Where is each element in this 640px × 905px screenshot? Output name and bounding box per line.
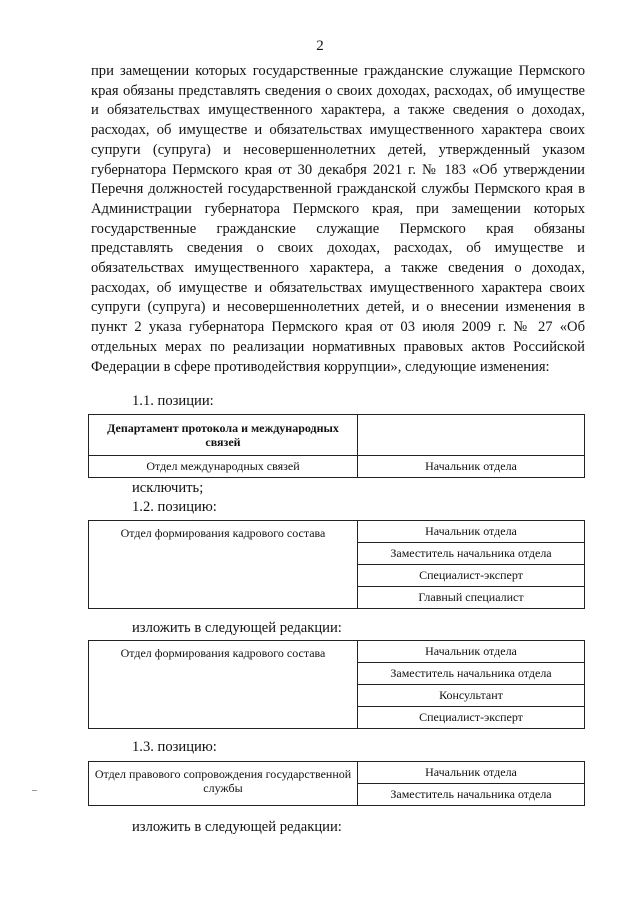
- table-row: [89, 641, 585, 663]
- page-number: 2: [316, 38, 324, 54]
- department-cell: Департамент протокола и международных связей: [89, 415, 358, 456]
- unit-cell: Отдел правового сопровождения государственной службы: [89, 762, 358, 806]
- position-cell: Главный специалист: [358, 587, 585, 609]
- position-cell: Заместитель начальника отдела: [358, 784, 585, 806]
- table-positions-3: [88, 640, 585, 729]
- table-row: [89, 521, 585, 543]
- position-cell: Заместитель начальника отдела: [358, 543, 585, 565]
- table-positions-1: [88, 414, 585, 478]
- position-cell: Начальник отдела: [358, 641, 585, 663]
- section-1-1-heading: 1.1. позиции:: [132, 393, 214, 409]
- position-cell: Консультант: [358, 685, 585, 707]
- section-1-3-heading: 1.3. позицию:: [132, 739, 217, 755]
- exclude-text: исключить;: [132, 480, 204, 496]
- table-row: [89, 762, 585, 784]
- section-1-2-heading: 1.2. позицию:: [132, 499, 217, 515]
- unit-cell: Отдел формирования кадрового состава: [89, 641, 358, 729]
- position-cell: Специалист-эксперт: [358, 707, 585, 729]
- table-row: [89, 456, 585, 478]
- table-row: [89, 415, 585, 456]
- margin-mark: [32, 790, 37, 791]
- restate-text-2: изложить в следующей редакции:: [132, 819, 342, 835]
- position-cell: Заместитель начальника отдела: [358, 663, 585, 685]
- table-positions-2: [88, 520, 585, 609]
- unit-cell: Отдел международных связей: [89, 456, 358, 478]
- position-cell: Специалист-эксперт: [358, 565, 585, 587]
- unit-cell: Отдел формирования кадрового состава: [89, 521, 358, 609]
- position-cell: Начальник отдела: [358, 456, 585, 478]
- position-cell: Начальник отдела: [358, 762, 585, 784]
- position-cell: Начальник отдела: [358, 521, 585, 543]
- table-positions-4: [88, 761, 585, 806]
- body-paragraph: [91, 62, 585, 377]
- paragraph-text: при замещении которых государственные гражданские служащие Пермского края обязаны представлять сведения о своих доходах, расходах, об имуществе и обязательствах имущественного характера, а также сведения о доходах, расходах, об имуществе и обязательствах имущественного характера своих супруги (супруга) и несовершеннолетних детей, утвержденный указом губернатора Пермского края от 30 декабря 2021 г. № 183 «Об утверждении Перечня должностей государственной гражданской службы Пермского края в Администрации губернатора Пермского края, при замещении которых государственные гражданские служащие Пермского края обязаны представлять сведения о своих доходах, расходах, об имуществе и обязательствах имущественного характера, а также сведения о доходах, расходах, об имуществе и обязательствах имущественного характера своих супруги (супруга) и несовершеннолетних детей, и о внесении изменения в пункт 2 указа губернатора Пермского края от 03 июля 2009 г. № 27 «Об отдельных мерах по реализации нормативных правовых актов Российской Федерации в сфере противодействия коррупции», следующие изменения:: [91, 63, 585, 375]
- restate-text-1: изложить в следующей редакции:: [132, 620, 342, 636]
- empty-cell: [358, 415, 585, 456]
